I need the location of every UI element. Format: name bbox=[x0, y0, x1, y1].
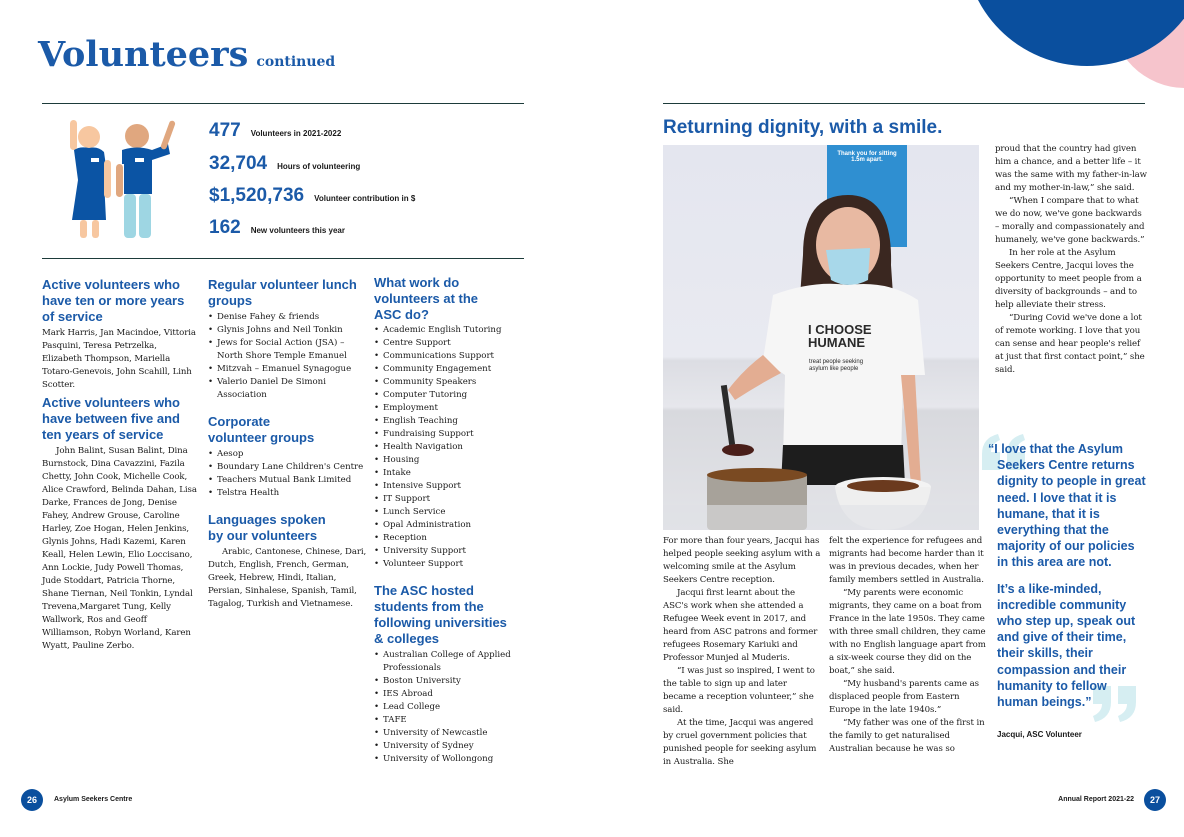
paragraph: In her role at the Asylum Seekers Centre, Jacqui loves the opportunity to meet people from a diversity of backgrounds – and to help alleviate their stress. bbox=[995, 248, 1142, 310]
list-item: • Fundraising Support bbox=[374, 428, 524, 441]
list-item: • Computer Tutoring bbox=[374, 389, 524, 402]
column-2 bbox=[208, 277, 368, 611]
stat-value: 32,704 bbox=[209, 153, 268, 174]
paragraph: Jacqui first learnt about the ASC's work when she attended a Refugee Week event in 2017, and heard from ASC patrons and former refugees Rosemary Kariuki and Professor Munjed al Muderis. bbox=[663, 588, 818, 663]
list-item: • University Support bbox=[374, 545, 524, 558]
page-title-main: Volunteers bbox=[38, 34, 249, 75]
page-title bbox=[38, 34, 335, 75]
list-item: • Glynis Johns and Neil Tonkin bbox=[208, 324, 368, 337]
list-item: • Opal Administration bbox=[374, 519, 524, 532]
list-item: • University of Newcastle bbox=[374, 727, 524, 740]
poster-text: Thank you for sitting 1.5m apart. bbox=[837, 151, 897, 163]
lunch-groups-list bbox=[208, 311, 368, 402]
paragraph: “When I compare that to what we do now, we've gone backwards – morally and compassionately and humanely, we've gone backwards.” bbox=[995, 196, 1145, 245]
paragraph: “My husband's parents came as displaced people from Eastern Europe in the late 1940s.” bbox=[829, 679, 979, 715]
stat-value: 477 bbox=[209, 120, 241, 141]
heading-corporate-groups: Corporate volunteer groups bbox=[208, 414, 315, 445]
list-item: • Employment bbox=[374, 402, 524, 415]
list-item: • Denise Fahey & friends bbox=[208, 311, 368, 324]
stat-volunteers bbox=[209, 120, 341, 142]
divider bbox=[42, 258, 524, 259]
list-item: • Community Speakers bbox=[374, 376, 524, 389]
divider bbox=[663, 103, 1145, 104]
paragraph: “I was just so inspired, I went to the table to sign up and later became a reception volunteer,” she said. bbox=[663, 666, 815, 715]
list-item: • IT Support bbox=[374, 493, 524, 506]
page-number-26 bbox=[21, 789, 43, 811]
heading-five-years: Active volunteers who have between five and ten years of service bbox=[42, 395, 180, 442]
list-item: • English Teaching bbox=[374, 415, 524, 428]
list-item: • Centre Support bbox=[374, 337, 524, 350]
article-title: Returning dignity, with a smile. bbox=[663, 117, 943, 138]
work-list bbox=[374, 324, 524, 571]
list-item: • Teachers Mutual Bank Limited bbox=[208, 474, 368, 487]
page-number-27 bbox=[1144, 789, 1166, 811]
volunteer-photo bbox=[663, 145, 979, 530]
column-1 bbox=[42, 277, 197, 653]
heading-ten-years: Active volunteers who have ten or more years of service bbox=[42, 277, 185, 324]
heading-lunch-groups: Regular volunteer lunch groups bbox=[208, 277, 357, 308]
list-item: • Academic English Tutoring bbox=[374, 324, 524, 337]
decorative-circles bbox=[962, 0, 1184, 90]
list-item: • Telstra Health bbox=[208, 487, 368, 500]
list-item: • TAFE bbox=[374, 714, 524, 727]
quote-paragraph-2: It’s a like-minded, incredible community who step up, speak out and give of their time, their skills, their compassion and their humanity to fellow human beings.” bbox=[997, 581, 1136, 710]
shirt-slogan: I CHOOSE HUMANE bbox=[808, 322, 872, 350]
stat-label: Hours of volunteering bbox=[277, 162, 361, 171]
list-item: • Reception bbox=[374, 532, 524, 545]
paragraph: For more than four years, Jacqui has helped people seeking asylum with a welcoming smile at the Asylum Seekers Centre reception. bbox=[663, 536, 821, 585]
footer-report-name: Annual Report 2021-22 bbox=[1058, 796, 1134, 803]
list-item: • University of Wollongong bbox=[374, 753, 524, 766]
list-item: • Housing bbox=[374, 454, 524, 467]
five-years-names: John Balint, Susan Balint, Dina Burnstock, Dina Cavazzini, Fazila Chetty, John Cook, Michelle Cook, Alice Crawford, Belinda Dahan, Lisa Darke, Frances de Jong, Denise Fahey, Andrew Grouse, Caroline Harley, Zoe Hogan, Helen Jenkins, Glynis Johns, Hadi Kazemi, Karen Keall, Helen Lewin, Elio Loccisano, Ann Lockie, Judy Powell Thomas, Jude Stoddart, Patricia Thorne, Shane Tiernan, Neil Tonkin, Lyndal Trevena,Margaret Tung, Kelly Wallwork, Ros and Geoff Williamson, Robyn Worland, Karen Wyatt, Pauline Zerbo. bbox=[42, 446, 197, 651]
article-column-3 bbox=[995, 143, 1147, 377]
paragraph: At the time, Jacqui was angered by cruel government policies that punished people for seeking asylum in Australia. She bbox=[663, 718, 817, 767]
heading-languages: Languages spoken by our volunteers bbox=[208, 512, 326, 543]
divider bbox=[42, 103, 524, 104]
list-item: • Intake bbox=[374, 467, 524, 480]
list-item: • Valerio Daniel De Simoni Association bbox=[208, 376, 368, 402]
list-item: • Communications Support bbox=[374, 350, 524, 363]
page-number: 26 bbox=[26, 795, 37, 805]
list-item: • Volunteer Support bbox=[374, 558, 524, 571]
list-item: • Health Navigation bbox=[374, 441, 524, 454]
stat-value: $1,520,736 bbox=[209, 185, 305, 206]
paragraph: “My parents were economic migrants, they came on a boat from France in the late 1950s. They came with three small children, they came with no English language apart from a six-week course they did on the boat,” she said. bbox=[829, 588, 986, 676]
stat-value: 162 bbox=[209, 217, 241, 238]
page-title-suffix: continued bbox=[256, 54, 336, 70]
list-item: • Boundary Lane Children's Centre bbox=[208, 461, 368, 474]
ten-years-names: Mark Harris, Jan Macindoe, Vittoria Pasquini, Teresa Petrzelka, Elizabeth Thompson, Mariella Totaro-Genevois, John Scahill, Linh Scotter. bbox=[42, 328, 196, 390]
stat-hours bbox=[209, 153, 360, 175]
stat-label: Volunteers in 2021-2022 bbox=[250, 129, 342, 138]
list-item: • University of Sydney bbox=[374, 740, 524, 753]
quote-paragraph-1: “I love that the Asylum Seekers Centre returns dignity to people in great need. I love that it is humane, that it is everything that the majority of our policies in this area are not. bbox=[988, 442, 1146, 570]
languages-text: Arabic, Cantonese, Chinese, Dari, Dutch, English, French, German, Greek, Hebrew, Hindi, Italian, Persian, Sinhalese, Spanish, Tamil, Tagalog, Turkish and Vietnamese. bbox=[208, 547, 367, 609]
list-item: • IES Abroad bbox=[374, 688, 524, 701]
list-item: • Community Engagement bbox=[374, 363, 524, 376]
shirt-subtext: treat people seeking asylum like people bbox=[809, 359, 864, 372]
stat-contribution bbox=[209, 185, 415, 207]
list-item: • Boston University bbox=[374, 675, 524, 688]
stat-new-volunteers bbox=[209, 217, 345, 239]
article-column-2 bbox=[829, 535, 987, 756]
stat-label: Volunteer contribution in $ bbox=[314, 194, 416, 203]
stat-label: New volunteers this year bbox=[250, 226, 345, 235]
paragraph: “My father was one of the first in the family to get naturalised Australian because he was so bbox=[829, 718, 985, 754]
list-item: • Lunch Service bbox=[374, 506, 524, 519]
article-column-1 bbox=[663, 535, 821, 769]
universities-list bbox=[374, 649, 524, 766]
list-item: • Jews for Social Action (JSA) – North Shore Temple Emanuel bbox=[208, 337, 368, 363]
heading-universities: The ASC hosted students from the following universities & colleges bbox=[374, 583, 507, 646]
volunteers-illustration bbox=[60, 120, 180, 240]
corporate-groups-list bbox=[208, 448, 368, 500]
page-number: 27 bbox=[1149, 795, 1160, 805]
quote-attribution: Jacqui, ASC Volunteer bbox=[997, 730, 1082, 739]
list-item: • Intensive Support bbox=[374, 480, 524, 493]
paragraph: “During Covid we've done a lot of remote working. I love that you can sense and hear people's relief at just that first contact point,” she said. bbox=[995, 313, 1145, 375]
heading-work: What work do volunteers at the ASC do? bbox=[374, 275, 479, 322]
footer-org-name: Asylum Seekers Centre bbox=[54, 796, 133, 803]
list-item: • Aesop bbox=[208, 448, 368, 461]
pull-quote bbox=[988, 441, 1148, 710]
column-3 bbox=[374, 275, 524, 766]
paragraph: felt the experience for refugees and migrants had become harder than it was in previous decades, when her family members settled in Australia. bbox=[829, 536, 984, 585]
list-item: • Lead College bbox=[374, 701, 524, 714]
list-item: • Australian College of Applied Professionals bbox=[374, 649, 524, 675]
paragraph: proud that the country had given him a chance, and a better life – it was the same with my father-in-law and my mother-in-law,” she said. bbox=[995, 144, 1147, 193]
list-item: • Mitzvah – Emanuel Synagogue bbox=[208, 363, 368, 376]
